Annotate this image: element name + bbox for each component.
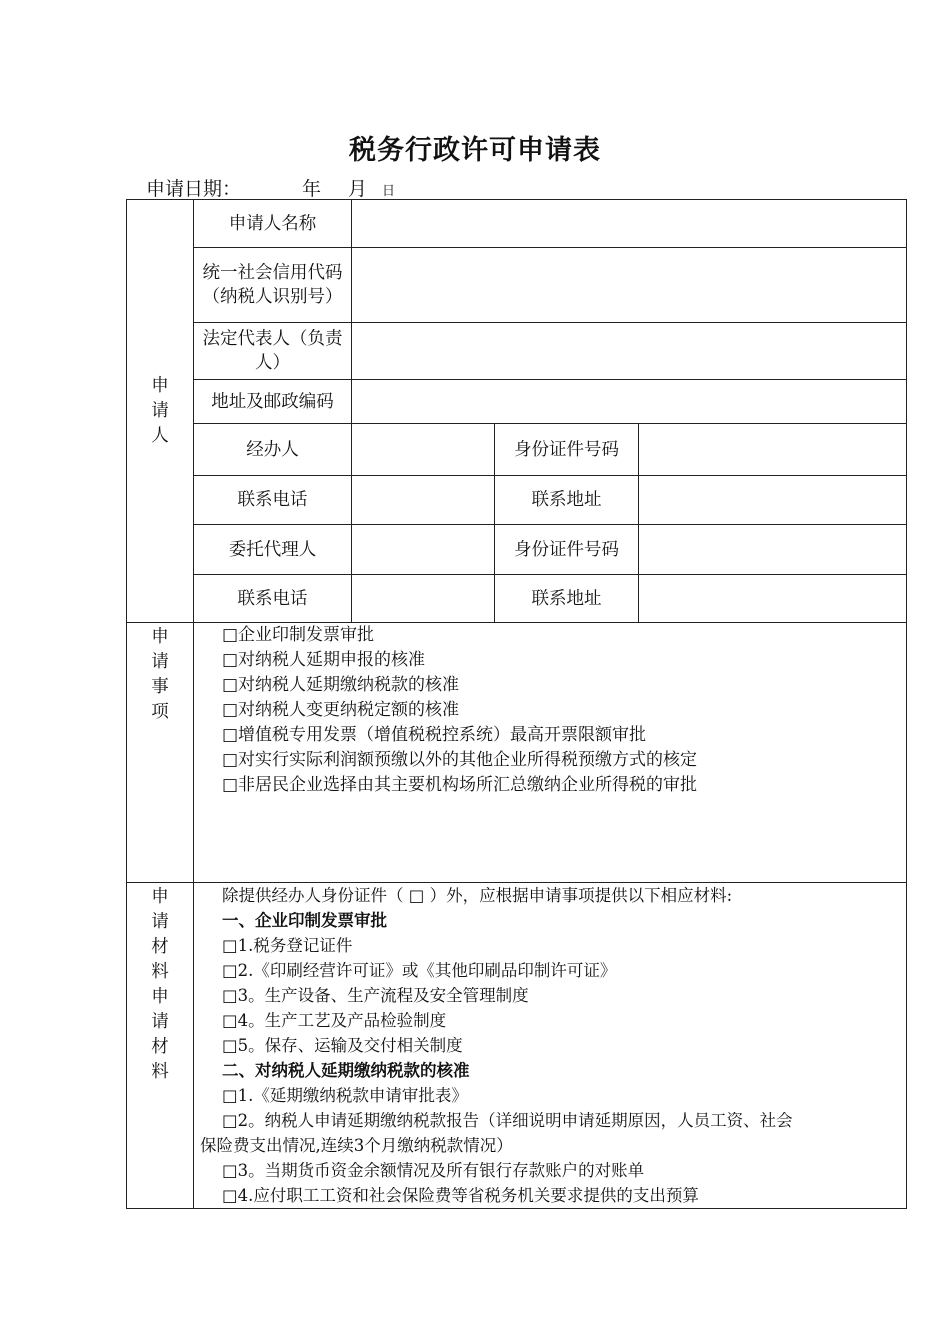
agent-address-label: 联系地址: [495, 575, 639, 623]
items-section-label: 申请事项: [127, 623, 194, 883]
material-checkbox[interactable]: □1.《延期缴纳税款申请审批表》: [222, 1086, 468, 1105]
handler-field[interactable]: [352, 424, 495, 476]
item-checkbox-quota-change[interactable]: □对纳税人变更纳税定额的核准: [222, 700, 460, 720]
materials-group2-title: 二、对纳税人延期缴纳税款的核准: [222, 1061, 470, 1080]
handler-address-field[interactable]: [639, 476, 907, 525]
application-items-list: [194, 623, 907, 883]
material-checkbox[interactable]: □3。生产设备、生产流程及安全管理制度: [222, 986, 529, 1005]
item-checkbox-nonresident-consolidation[interactable]: □非居民企业选择由其主要机构场所汇总缴纳企业所得税的审批: [222, 775, 698, 795]
material-checkbox[interactable]: □3。当期货币资金余额情况及所有银行存款账户的对账单: [222, 1161, 645, 1180]
material-checkbox[interactable]: □4.应付职工工资和社会保险费等省税务机关要求提供的支出预算: [222, 1186, 699, 1205]
item-checkbox-deferred-payment[interactable]: □对纳税人延期缴纳税款的核准: [222, 675, 460, 695]
handler-phone-label: 联系电话: [194, 476, 352, 525]
date-day-label: 日: [382, 184, 396, 199]
material-text-continuation: 保险费支出情况,连续3个月缴纳税款情况）: [200, 1136, 513, 1155]
material-checkbox[interactable]: □2.《印刷经营许可证》或《其他印刷品印制许可证》: [222, 961, 617, 980]
handler-label: 经办人: [194, 424, 352, 476]
credit-code-field[interactable]: [352, 248, 907, 323]
agent-address-field[interactable]: [639, 575, 907, 623]
materials-group1-title: 一、企业印制发票审批: [222, 911, 387, 930]
materials-section-label: 申请材料申请材料: [127, 883, 194, 1209]
material-checkbox[interactable]: □1.税务登记证件: [222, 936, 353, 955]
application-form-table: [126, 199, 907, 1209]
date-year-label: 年: [302, 178, 322, 200]
handler-id-label: 身份证件号码: [495, 424, 639, 476]
legal-representative-label: 法定代表人（负责人）: [194, 323, 352, 380]
agent-label: 委托代理人: [194, 525, 352, 575]
date-month-label: 月: [348, 178, 368, 200]
page-title: 税务行政许可申请表: [349, 135, 601, 166]
handler-phone-field[interactable]: [352, 476, 495, 525]
handler-address-label: 联系地址: [495, 476, 639, 525]
material-checkbox[interactable]: □5。保存、运输及交付相关制度: [222, 1036, 463, 1055]
agent-field[interactable]: [352, 525, 495, 575]
materials-intro: 除提供经办人身份证件（ □ ）外，应根据申请事项提供以下相应材料:: [222, 886, 733, 905]
address-postcode-field[interactable]: [352, 380, 907, 424]
item-checkbox-prepayment-method[interactable]: □对实行实际利润额预缴以外的其他企业所得税预缴方式的核定: [222, 750, 698, 770]
legal-representative-field[interactable]: [352, 323, 907, 380]
application-date-line: [146, 174, 395, 201]
credit-code-label: 统一社会信用代码（纳税人识别号）: [194, 248, 352, 323]
materials-list: [194, 883, 907, 1209]
material-checkbox[interactable]: □2。纳税人申请延期缴纳税款报告（详细说明申请延期原因，人员工资、社会: [222, 1111, 793, 1130]
material-checkbox[interactable]: □4。生产工艺及产品检验制度: [222, 1011, 447, 1030]
agent-id-field[interactable]: [639, 525, 907, 575]
agent-phone-label: 联系电话: [194, 575, 352, 623]
handler-id-field[interactable]: [639, 424, 907, 476]
item-checkbox-invoice-printing[interactable]: □企业印制发票审批: [222, 625, 375, 645]
item-checkbox-deferred-filing[interactable]: □对纳税人延期申报的核准: [222, 650, 426, 670]
date-label: 申请日期：: [146, 178, 242, 200]
address-postcode-label: 地址及邮政编码: [194, 380, 352, 424]
applicant-section-label: 申请人: [127, 200, 194, 623]
agent-id-label: 身份证件号码: [495, 525, 639, 575]
agent-phone-field[interactable]: [352, 575, 495, 623]
applicant-name-label: 申请人名称: [194, 200, 352, 248]
item-checkbox-vat-invoice-limit[interactable]: □增值税专用发票（增值税税控系统）最高开票限额审批: [222, 725, 647, 745]
applicant-name-field[interactable]: [352, 200, 907, 248]
